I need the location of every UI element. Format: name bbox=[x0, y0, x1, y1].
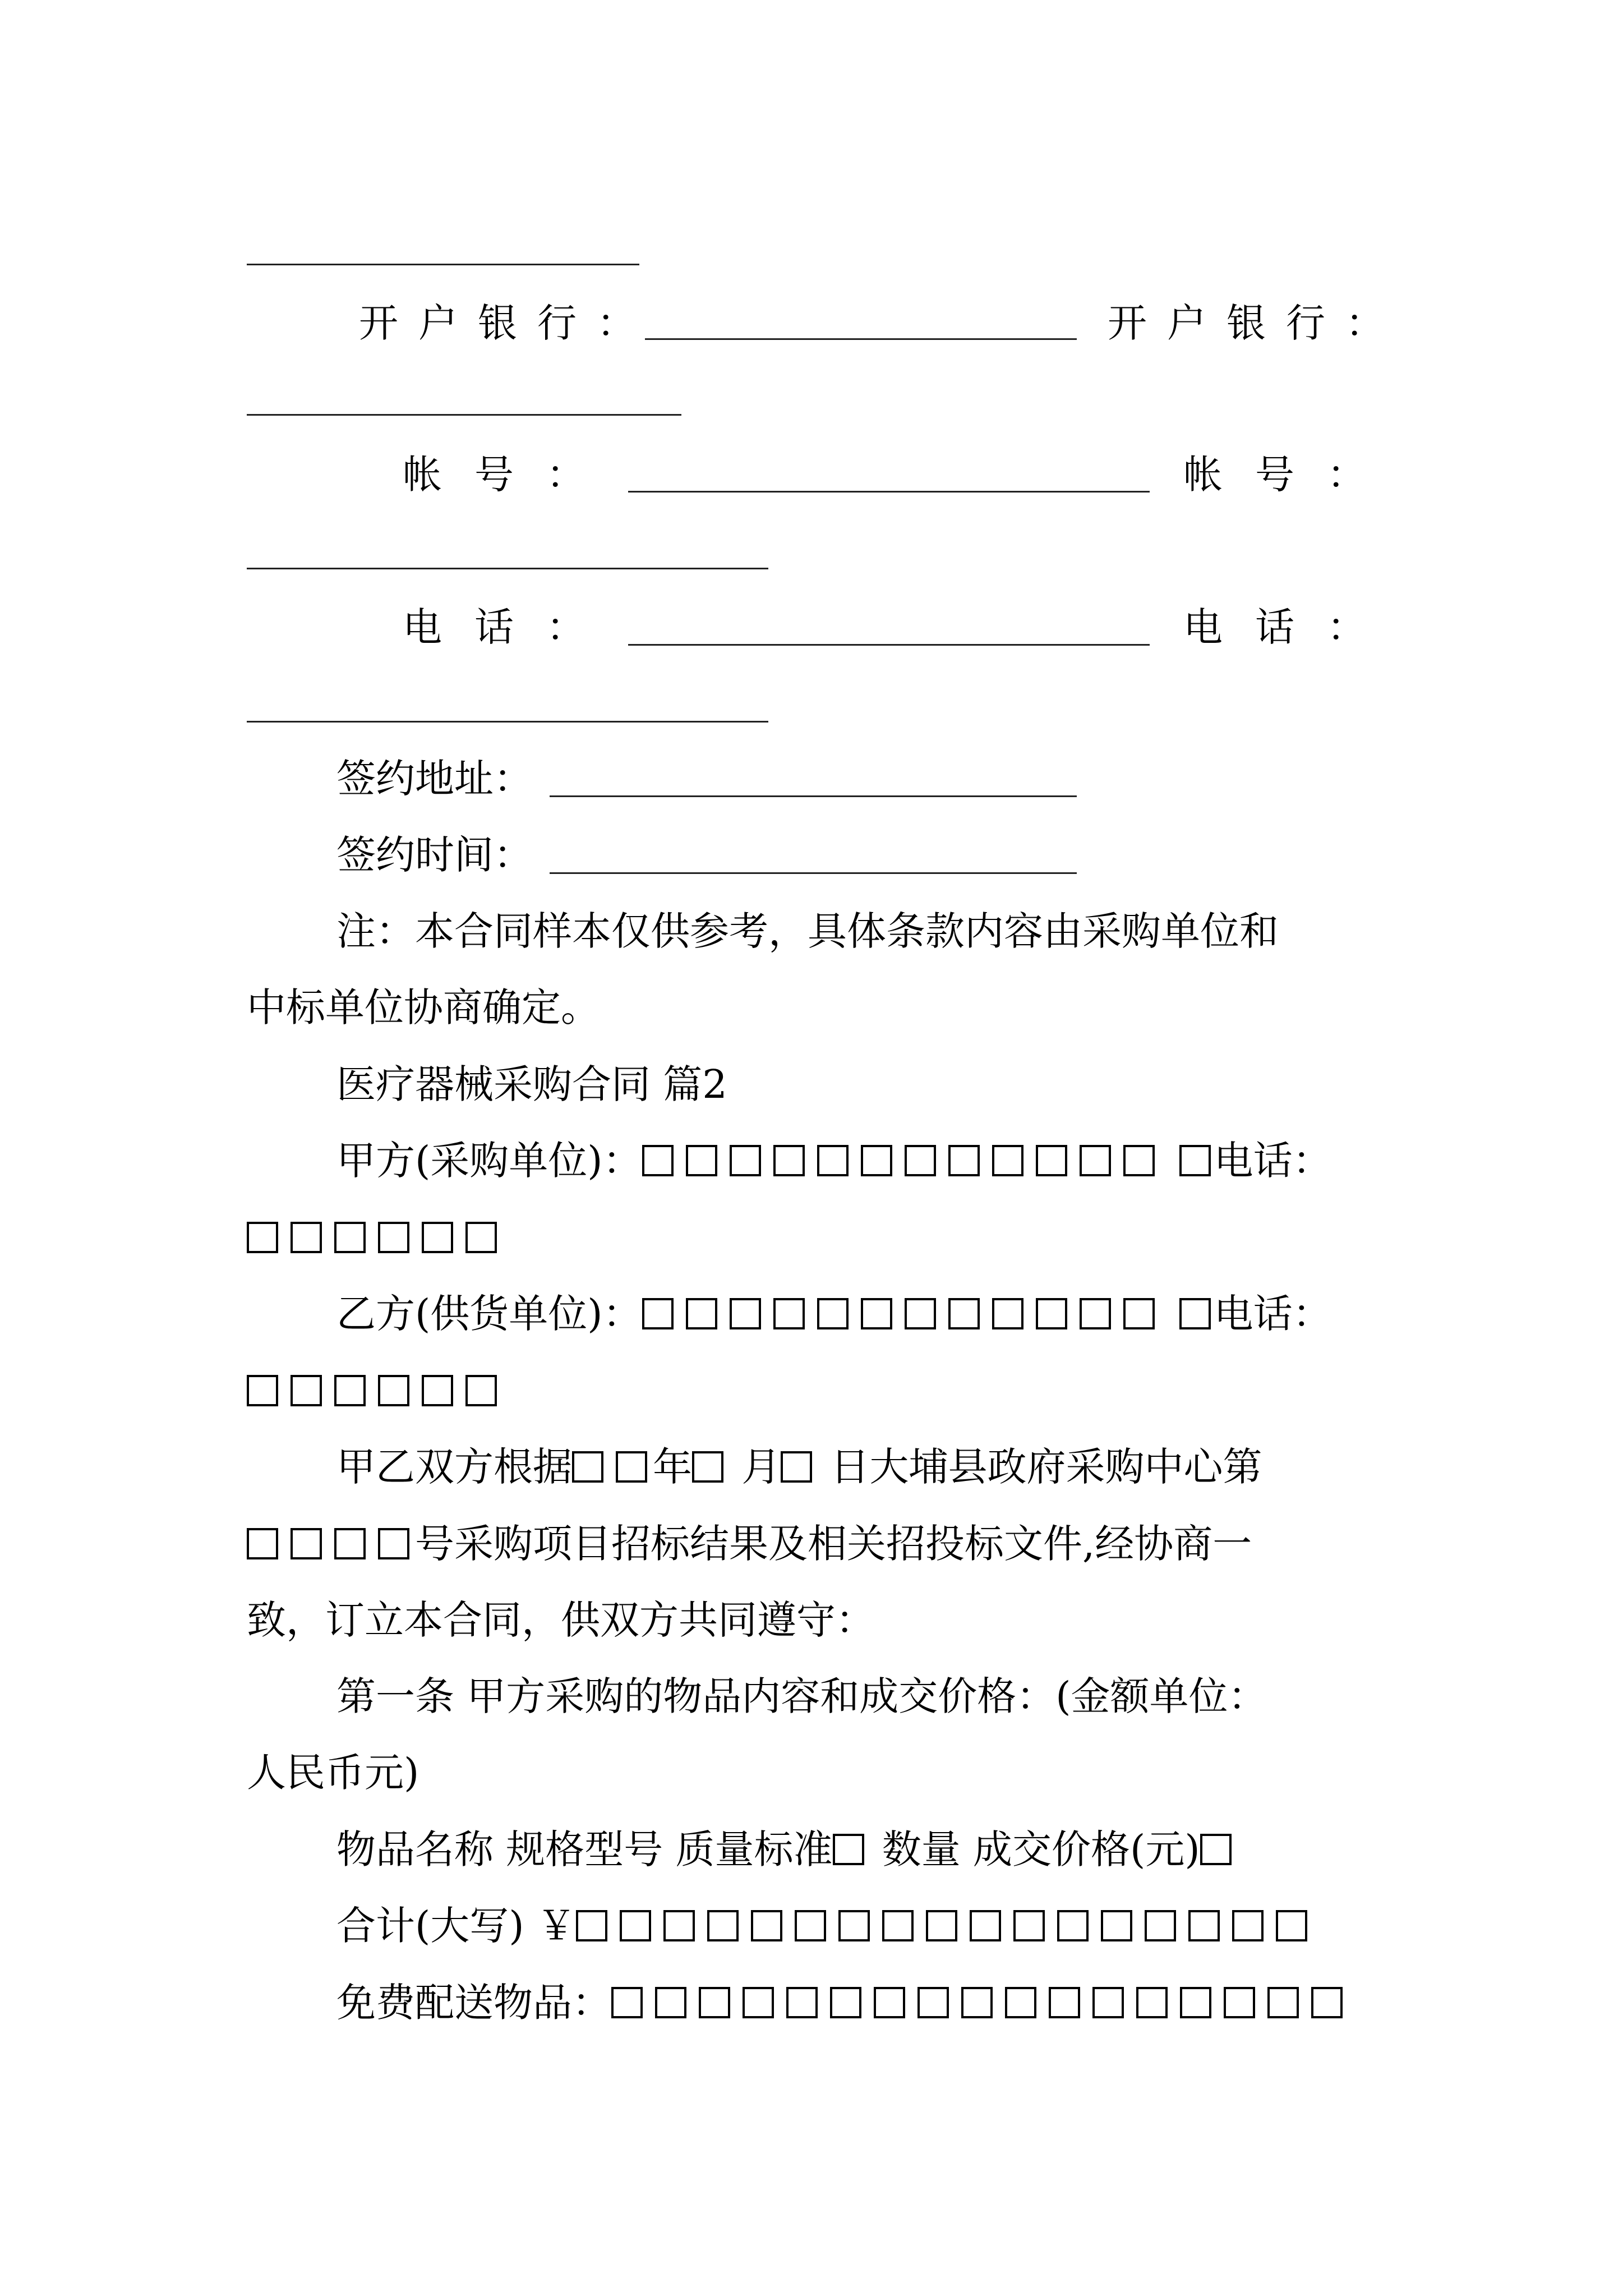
fill-box[interactable] bbox=[1036, 1145, 1067, 1176]
project-no-boxes[interactable] bbox=[247, 1518, 415, 1570]
table-header-row bbox=[336, 1824, 1237, 1875]
total-row bbox=[336, 1900, 1313, 1952]
fill-box[interactable] bbox=[773, 1145, 805, 1176]
party-b-name-boxes[interactable] bbox=[642, 1288, 1160, 1340]
quality-box[interactable] bbox=[833, 1824, 870, 1875]
fill-box[interactable] bbox=[1101, 1910, 1132, 1941]
fill-box[interactable] bbox=[334, 1222, 366, 1253]
fill-box[interactable] bbox=[1224, 1987, 1255, 2018]
fill-box[interactable] bbox=[817, 1298, 849, 1329]
fill-box[interactable] bbox=[773, 1298, 805, 1329]
fill-box[interactable] bbox=[291, 1528, 322, 1559]
article1-line-2: 人民币元) bbox=[247, 1750, 419, 1796]
basis-text-d: 日大埔县政府采购中心第 bbox=[818, 1444, 1262, 1490]
fill-box[interactable] bbox=[1311, 1987, 1343, 2018]
account-field-b[interactable] bbox=[247, 568, 768, 569]
fill-box[interactable] bbox=[655, 1987, 686, 2018]
basis-line-2 bbox=[247, 1518, 1252, 1570]
bank-field-b[interactable] bbox=[247, 414, 681, 416]
bank-label-a: 开户银行： bbox=[359, 300, 656, 346]
party-b-tel-boxes[interactable] bbox=[247, 1365, 502, 1416]
fill-box[interactable] bbox=[795, 1910, 826, 1941]
note-line-1: 注：本合同样本仅供参考，具体条款内容由采购单位和 bbox=[336, 908, 1279, 954]
fill-box[interactable] bbox=[422, 1375, 453, 1406]
blank-line-top bbox=[247, 264, 639, 265]
party-a-row bbox=[336, 1135, 1332, 1186]
fill-box[interactable] bbox=[861, 1298, 892, 1329]
fill-box[interactable] bbox=[992, 1298, 1023, 1329]
party-a-name-boxes[interactable] bbox=[642, 1135, 1160, 1186]
bank-row-b bbox=[1108, 297, 1405, 349]
fill-box[interactable] bbox=[874, 1987, 905, 2018]
fill-box[interactable] bbox=[730, 1145, 761, 1176]
fill-box[interactable] bbox=[948, 1298, 980, 1329]
fill-box[interactable] bbox=[334, 1375, 366, 1406]
fill-box[interactable] bbox=[1092, 1987, 1124, 2018]
fill-box[interactable] bbox=[692, 1451, 723, 1483]
fill-box[interactable] bbox=[616, 1451, 647, 1483]
sign-time-row bbox=[336, 829, 533, 881]
party-b-label: 乙方(供货单位)： bbox=[336, 1291, 642, 1337]
year-boxes[interactable] bbox=[572, 1441, 653, 1493]
fill-box[interactable] bbox=[378, 1222, 409, 1253]
basis-text-e: 号采购项目招标结果及相关招投标文件,经协商一 bbox=[415, 1521, 1252, 1567]
bank-label-b: 开户银行： bbox=[1108, 300, 1405, 346]
fill-box[interactable] bbox=[465, 1222, 497, 1253]
bank-row bbox=[359, 297, 656, 349]
basis-text-c: 月 bbox=[729, 1444, 781, 1490]
party-b-tel-row bbox=[247, 1365, 502, 1416]
fill-box[interactable] bbox=[1013, 1910, 1045, 1941]
fill-box[interactable] bbox=[833, 1834, 864, 1865]
fill-box[interactable] bbox=[1123, 1298, 1155, 1329]
fill-box[interactable] bbox=[247, 1222, 278, 1253]
fill-box[interactable] bbox=[751, 1910, 782, 1941]
fill-box[interactable] bbox=[1232, 1910, 1264, 1941]
free-items-boxes[interactable] bbox=[611, 1977, 1348, 2028]
fill-box[interactable] bbox=[422, 1222, 453, 1253]
phone-field-b[interactable] bbox=[247, 721, 768, 723]
party-b-row bbox=[336, 1288, 1332, 1340]
phone-row-b bbox=[1183, 601, 1399, 653]
fill-box[interactable] bbox=[642, 1145, 674, 1176]
fill-box[interactable] bbox=[830, 1987, 861, 2018]
account-row-b bbox=[1183, 449, 1399, 500]
note-line-2: 中标单位协商确定。 bbox=[247, 984, 600, 1030]
fill-box[interactable] bbox=[743, 1987, 774, 2018]
section-title: 医疗器械采购合同 篇2 bbox=[336, 1061, 727, 1107]
party-b-extra-box[interactable] bbox=[1179, 1298, 1211, 1329]
fill-box[interactable] bbox=[1036, 1298, 1067, 1329]
fill-box[interactable] bbox=[686, 1298, 717, 1329]
fill-box[interactable] bbox=[1057, 1910, 1089, 1941]
fill-box[interactable] bbox=[992, 1145, 1023, 1176]
fill-box[interactable] bbox=[817, 1145, 849, 1176]
fill-box[interactable] bbox=[465, 1375, 497, 1406]
phone-row bbox=[403, 601, 618, 653]
sign-place-label: 签约地址： bbox=[336, 756, 533, 802]
fill-box[interactable] bbox=[1080, 1298, 1111, 1329]
fill-box[interactable] bbox=[781, 1451, 812, 1483]
fill-box[interactable] bbox=[1145, 1910, 1176, 1941]
fill-box[interactable] bbox=[642, 1298, 674, 1329]
phone-field-a[interactable] bbox=[628, 644, 1150, 646]
fill-box[interactable] bbox=[291, 1222, 322, 1253]
fill-box[interactable] bbox=[1188, 1910, 1220, 1941]
fill-box[interactable] bbox=[861, 1145, 892, 1176]
fill-box[interactable] bbox=[707, 1910, 739, 1941]
sign-place-field[interactable] bbox=[550, 795, 1077, 797]
free-items-label: 免费配送物品： bbox=[336, 1980, 611, 2026]
fill-box[interactable] bbox=[576, 1910, 607, 1941]
fill-box[interactable] bbox=[1123, 1145, 1155, 1176]
fill-box[interactable] bbox=[378, 1375, 409, 1406]
basis-text-b: 年 bbox=[653, 1444, 692, 1490]
party-a-label: 甲方(采购单位)： bbox=[336, 1138, 642, 1184]
table-header-b: 数量 成交价格(元) bbox=[869, 1826, 1200, 1872]
party-a-tel-row bbox=[247, 1212, 502, 1263]
phone-label-a: 电话： bbox=[403, 604, 618, 650]
fill-box[interactable] bbox=[663, 1910, 695, 1941]
fill-box[interactable] bbox=[905, 1145, 936, 1176]
total-label: 合计(大写) ￥ bbox=[336, 1903, 576, 1949]
total-boxes[interactable] bbox=[576, 1900, 1313, 1952]
sign-place-row bbox=[336, 753, 533, 804]
fill-box[interactable] bbox=[786, 1987, 818, 2018]
fill-box[interactable] bbox=[948, 1145, 980, 1176]
fill-box[interactable] bbox=[334, 1528, 366, 1559]
fill-box[interactable] bbox=[970, 1910, 1001, 1941]
party-a-tel-label: 电话： bbox=[1214, 1138, 1332, 1184]
fill-box[interactable] bbox=[926, 1910, 957, 1941]
sign-time-label: 签约时间： bbox=[336, 832, 533, 878]
fill-box[interactable] bbox=[1080, 1145, 1111, 1176]
table-header-a: 物品名称 规格型号 质量标准 bbox=[336, 1826, 833, 1872]
fill-box[interactable] bbox=[838, 1910, 870, 1941]
fill-box[interactable] bbox=[1049, 1987, 1080, 2018]
phone-label-b: 电话： bbox=[1183, 604, 1399, 650]
fill-box[interactable] bbox=[917, 1987, 949, 2018]
fill-box[interactable] bbox=[1276, 1910, 1307, 1941]
basis-line-3: 致，订立本合同，供双方共同遵守： bbox=[247, 1597, 875, 1643]
account-label-b: 帐号： bbox=[1183, 452, 1399, 498]
fill-box[interactable] bbox=[1267, 1987, 1299, 2018]
basis-line-1 bbox=[336, 1441, 1262, 1493]
article1-line-1: 第一条 甲方采购的物品内容和成交价格：(金额单位： bbox=[336, 1673, 1267, 1719]
basis-text-a: 甲乙双方根据 bbox=[336, 1444, 572, 1490]
party-a-tel-boxes[interactable] bbox=[247, 1212, 502, 1263]
fill-box[interactable] bbox=[1200, 1834, 1232, 1865]
account-label-a: 帐号： bbox=[403, 452, 618, 498]
fill-box[interactable] bbox=[686, 1145, 717, 1176]
fill-box[interactable] bbox=[378, 1528, 409, 1559]
fill-box[interactable] bbox=[611, 1987, 643, 2018]
month-boxes[interactable] bbox=[692, 1441, 729, 1493]
free-items-row bbox=[336, 1977, 1348, 2028]
account-row bbox=[403, 449, 618, 500]
fill-box[interactable] bbox=[905, 1298, 936, 1329]
account-field-a[interactable] bbox=[628, 491, 1150, 493]
fill-box[interactable] bbox=[699, 1987, 730, 2018]
bank-field-a[interactable] bbox=[645, 338, 1077, 340]
fill-box[interactable] bbox=[882, 1910, 914, 1941]
fill-box[interactable] bbox=[730, 1298, 761, 1329]
price-box[interactable] bbox=[1200, 1824, 1237, 1875]
party-b-tel-label: 电话： bbox=[1214, 1291, 1332, 1337]
fill-box[interactable] bbox=[1005, 1987, 1036, 2018]
fill-box[interactable] bbox=[1136, 1987, 1168, 2018]
fill-box[interactable] bbox=[1180, 1987, 1211, 2018]
fill-box[interactable] bbox=[247, 1375, 278, 1406]
fill-box[interactable] bbox=[961, 1987, 993, 2018]
sign-time-field[interactable] bbox=[550, 872, 1077, 874]
fill-box[interactable] bbox=[572, 1451, 603, 1483]
party-a-extra-box[interactable] bbox=[1179, 1145, 1211, 1176]
fill-box[interactable] bbox=[247, 1528, 278, 1559]
fill-box[interactable] bbox=[291, 1375, 322, 1406]
fill-box[interactable] bbox=[620, 1910, 651, 1941]
day-boxes[interactable] bbox=[781, 1441, 818, 1493]
